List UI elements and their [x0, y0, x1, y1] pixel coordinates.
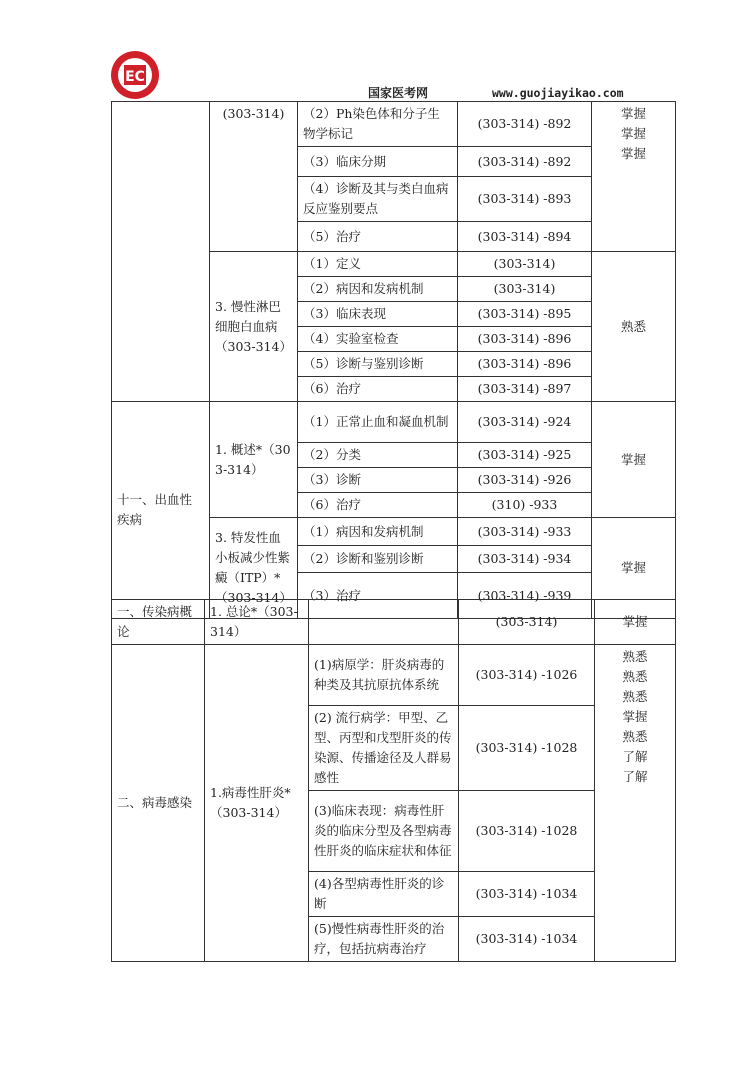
table-row: [112, 600, 676, 645]
page-cell: (303-314): [458, 252, 592, 277]
page-cell: (303-314) -934: [458, 546, 592, 573]
item-cell: [309, 600, 459, 645]
level-cell: 掌握 掌握 掌握: [592, 102, 676, 252]
table-row: [112, 102, 676, 147]
page-cell: (303-314) -1028: [459, 791, 595, 872]
page-cell: (303-314) -896: [458, 327, 592, 352]
page-cell: (303-314) -1034: [459, 917, 595, 962]
page-cell: (303-314): [459, 600, 595, 645]
item-cell: （3）临床分期: [298, 147, 458, 177]
item-cell: （1）正常止血和凝血机制: [298, 402, 458, 443]
unit-cell: [112, 102, 210, 402]
site-url[interactable]: www.guojiayikao.com: [492, 86, 624, 100]
syllabus-table-infectious: [111, 599, 676, 962]
page-cell: (310) -933: [458, 493, 592, 518]
module-cell: 3. 特发性血小板减少性紫癜（ITP）*（303-314）: [210, 518, 298, 619]
item-cell: （3）诊断: [298, 468, 458, 493]
module-cell: 1. 概述*（303-314）: [210, 402, 298, 518]
item-cell: （2）病因和发病机制: [298, 277, 458, 302]
module-cell: (303-314): [210, 102, 298, 252]
item-cell: (5)慢性病毒性肝炎的治疗，包括抗病毒治疗: [309, 917, 459, 962]
site-logo-icon: [110, 50, 160, 100]
item-cell: (1)病原学：肝炎病毒的种类及其抗原抗体系统: [309, 645, 459, 706]
page-cell: (303-314) -892: [458, 102, 592, 147]
page-cell: (303-314) -897: [458, 377, 592, 402]
page-cell: (303-314) -924: [458, 402, 592, 443]
module-cell: 1.病毒性肝炎*（303-314）: [205, 645, 309, 962]
item-cell: (4)各型病毒性肝炎的诊断: [309, 872, 459, 917]
page-cell: (303-314) -895: [458, 302, 592, 327]
module-cell: 3. 慢性淋巴细胞白血病（303-314）: [210, 252, 298, 402]
item-cell: （5）治疗: [298, 222, 458, 252]
page-cell: (303-314) -1028: [459, 706, 595, 791]
unit-cell: 一、传染病概论: [112, 600, 205, 645]
syllabus-table-blood: [111, 101, 676, 619]
level-cell: 掌握: [595, 600, 676, 645]
item-cell: （3）治疗: [298, 573, 458, 619]
page-cell: (303-314): [458, 277, 592, 302]
item-cell: （4）实验室检查: [298, 327, 458, 352]
unit-cell: 十一、出血性疾病: [112, 402, 210, 619]
page-cell: (303-314) -893: [458, 177, 592, 222]
page-cell: (303-314) -933: [458, 518, 592, 546]
table-row: [112, 645, 676, 706]
item-cell: （6）治疗: [298, 377, 458, 402]
item-cell: （5）诊断与鉴别诊断: [298, 352, 458, 377]
page-cell: (303-314) -925: [458, 443, 592, 468]
item-cell: （3）临床表现: [298, 302, 458, 327]
item-cell: （6）治疗: [298, 493, 458, 518]
page-cell: (303-314) -939: [458, 573, 592, 619]
item-cell: （1）病因和发病机制: [298, 518, 458, 546]
item-cell: （4）诊断及其与类白血病反应鉴别要点: [298, 177, 458, 222]
page-cell: (303-314) -1026: [459, 645, 595, 706]
page-cell: (303-314) -892: [458, 147, 592, 177]
site-name: 国家医考网: [368, 86, 429, 100]
logo-letters: EC: [125, 69, 145, 85]
page-cell: (303-314) -926: [458, 468, 592, 493]
item-cell: （2）Ph染色体和分子生物学标记: [298, 102, 458, 147]
table-row: [112, 402, 676, 443]
item-cell: (3)临床表现：病毒性肝炎的临床分型及各型病毒性肝炎的临床症状和体征: [309, 791, 459, 872]
unit-cell: 二、病毒感染: [112, 645, 205, 962]
level-cell: 掌握: [592, 518, 676, 619]
item-cell: （1）定义: [298, 252, 458, 277]
item-cell: （2）诊断和鉴别诊断: [298, 546, 458, 573]
item-cell: (2) 流行病学：甲型、乙型、丙型和戊型肝炎的传染源、传播途径及人群易感性: [309, 706, 459, 791]
level-cell: 熟悉: [592, 252, 676, 402]
page-cell: (303-314) -1034: [459, 872, 595, 917]
page-cell: (303-314) -896: [458, 352, 592, 377]
module-cell: 1. 总论*（303-314）: [205, 600, 309, 645]
item-cell: （2）分类: [298, 443, 458, 468]
level-cell: 掌握: [592, 402, 676, 518]
page-cell: (303-314) -894: [458, 222, 592, 252]
level-cell: 熟悉 熟悉 熟悉 掌握 熟悉 了解 了解: [595, 645, 676, 962]
